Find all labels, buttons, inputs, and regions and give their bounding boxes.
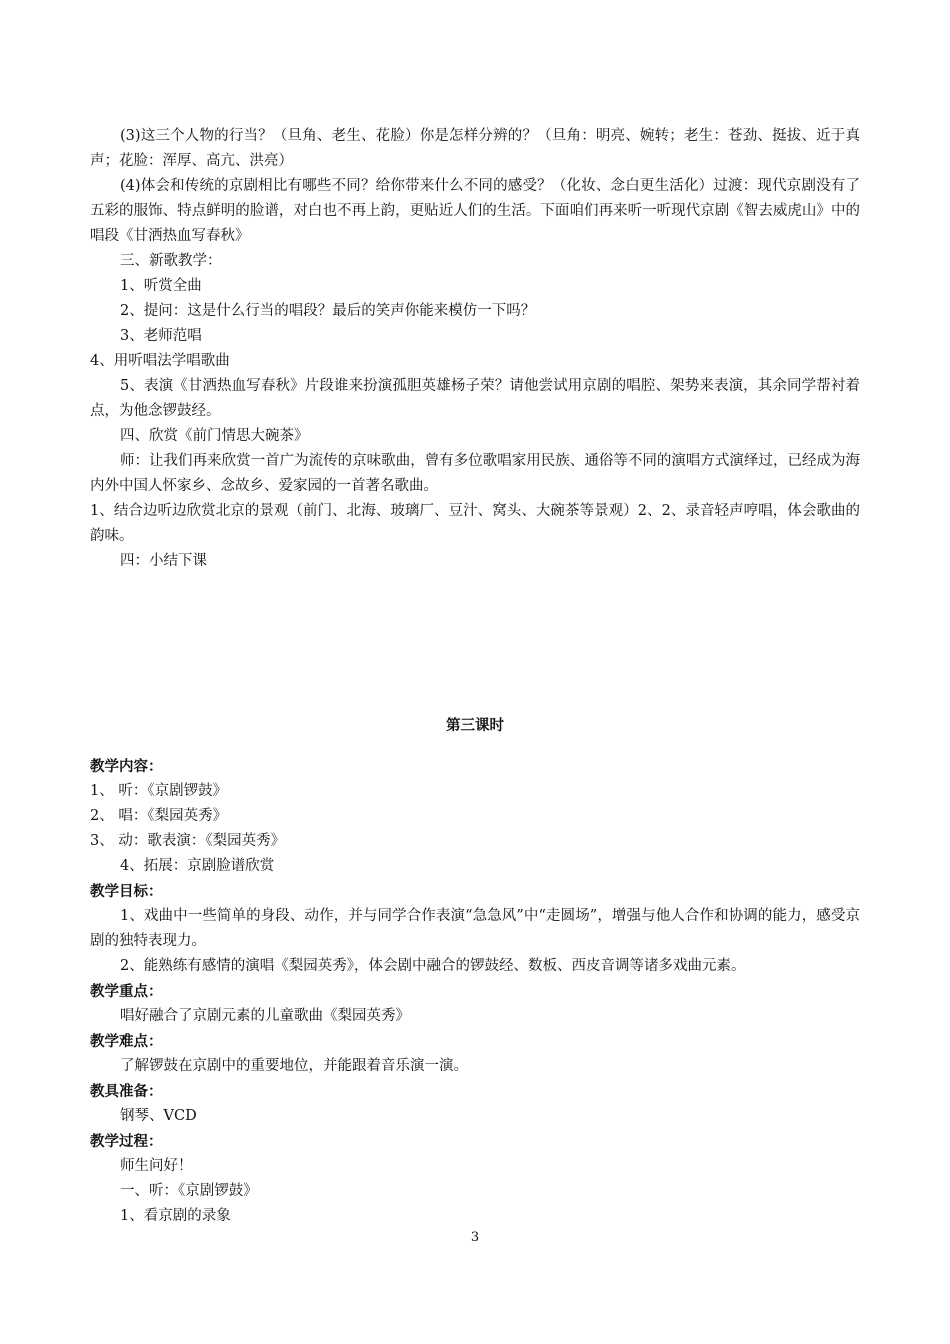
lesson-title: 第三课时 (446, 717, 504, 734)
difficulty-label: 教学难点： (90, 1033, 163, 1050)
listen-heading: 一、听：《京剧锣鼓》 (120, 1183, 258, 1199)
key-text: 唱好融合了京剧元素的儿童歌曲《梨园英秀》 (120, 1008, 410, 1024)
content-item: 1、 听：《京剧锣鼓》 (90, 783, 228, 799)
content-label: 教学内容： (90, 758, 163, 775)
tools-text: 钢琴、VCD (120, 1108, 197, 1124)
difficulty-text: 了解锣鼓在京剧中的重要地位，并能跟着音乐演一演。 (120, 1058, 468, 1074)
content-item: 2、 唱：《梨园英秀》 (90, 808, 228, 824)
section-gap (90, 574, 860, 714)
tools-label: 教具准备： (90, 1083, 163, 1100)
listen-text: 1、结合边听边欣赏北京的景观（前门、北海、玻璃厂、豆汁、窝头、大碗茶等景观）2、2、录音轻声哼唱，体会歌曲的韵味。 (90, 503, 860, 544)
appreciate-heading: 四、欣赏《前门情思大碗茶》 (120, 428, 309, 444)
teacher-text: 师：让我们再来欣赏一首广为流传的京味歌曲，曾有多位歌唱家用民族、通俗等不同的演唱方式演绎过，已经成为海内外中国人怀家乡、念故乡、爱家园的一首著名歌曲。 (90, 453, 860, 494)
content-item: 3、 动：歌表演：《梨园英秀》 (90, 833, 286, 849)
goal-label: 教学目标： (90, 883, 163, 900)
watch-text: 1、看京剧的录象 (120, 1208, 231, 1224)
greeting-text: 师生问好！ (120, 1158, 193, 1174)
step-1: 1、听赏全曲 (120, 278, 202, 294)
content-item: 4、拓展：京剧脸谱欣赏 (120, 858, 275, 874)
process-label: 教学过程： (90, 1133, 163, 1150)
goal-2: 2、能熟练有感情的演唱《梨园英秀》，体会剧中融合的锣鼓经、数板、西皮音调等诸多戏曲元素。 (120, 958, 746, 974)
document-page (90, 124, 860, 1229)
step-4: 4、用听唱法学唱歌曲 (90, 353, 230, 369)
key-label: 教学重点： (90, 983, 163, 1000)
step-2: 2、提问：这是什么行当的唱段？最后的笑声你能来模仿一下吗？ (120, 303, 536, 319)
paragraph-q3: (3)这三个人物的行当？（旦角、老生、花脸）你是怎样分辨的？（旦角：明亮、婉转；老生：苍劲、挺拔、近于真声；花脸：浑厚、高亢、洪亮） (90, 128, 860, 169)
new-song-heading: 三、新歌教学： (120, 253, 222, 269)
summary-text: 四：小结下课 (120, 553, 207, 569)
goal-1: 1、戏曲中一些简单的身段、动作，并与同学合作表演“急急风”中“走圆场”，增强与他人合作和协调的能力，感受京剧的独特表现力。 (90, 908, 860, 949)
step-3: 3、老师范唱 (120, 328, 202, 344)
step-5: 5、表演《甘洒热血写春秋》片段谁来扮演孤胆英雄杨子荣？请他尝试用京剧的唱腔、架势来表演，其余同学帮衬着点，为他念锣鼓经。 (90, 378, 860, 419)
page-number: 3 (470, 1230, 480, 1245)
paragraph-q4: (4)体会和传统的京剧相比有哪些不同？给你带来什么不同的感受？（化妆、念白更生活化）过渡：现代京剧没有了五彩的服饰、特点鲜明的脸谱，对白也不再上韵，更贴近人们的生活。下面咱们再来听一听现代京剧《智去威虎山》中的唱段《甘洒热血写春秋》 (90, 178, 860, 244)
